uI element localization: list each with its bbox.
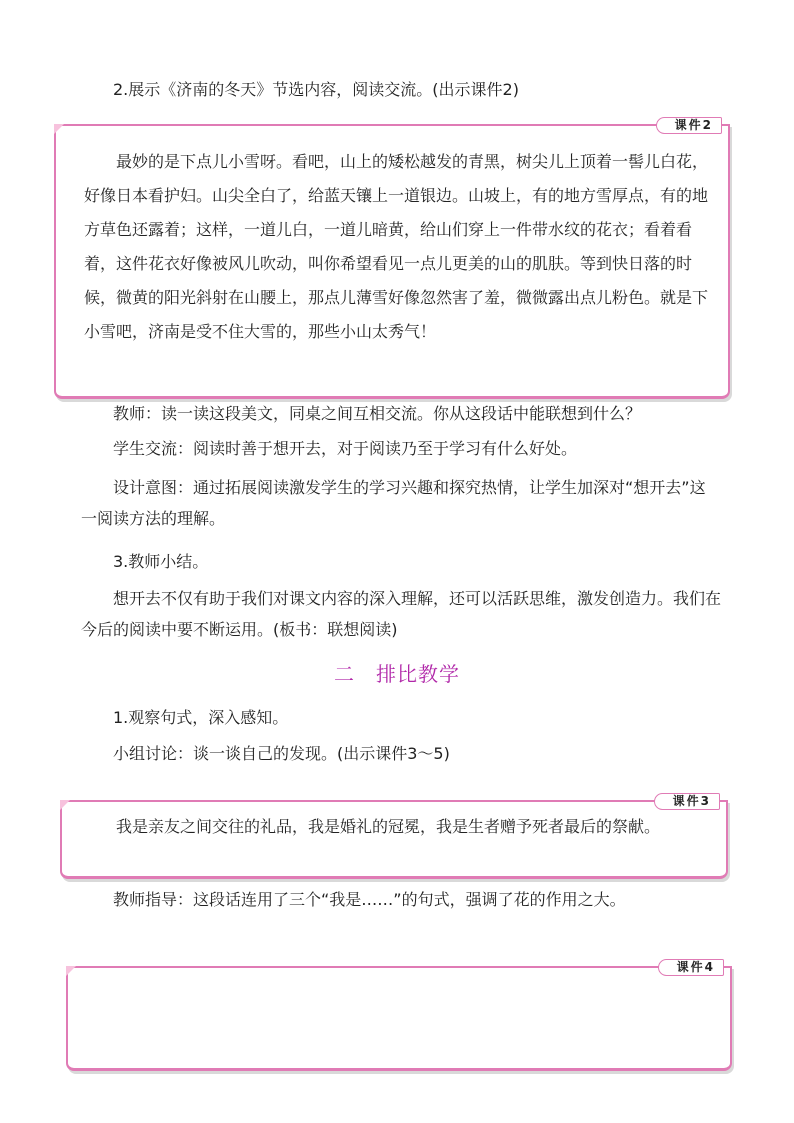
courseware-tab-2: 课件2 (656, 117, 722, 134)
courseware-tab-3: 课件3 (654, 793, 720, 810)
box-top-border (54, 124, 730, 136)
item-3-text: 3.教师小结。 (113, 552, 209, 571)
box-corner-decoration (66, 966, 76, 976)
teacher-summary: 想开去不仅有助于我们对课文内容的深入理解，还可以活跃思维，激发创造力。我们在今后的阅读中要不断运用。(板书：联想阅读) (81, 589, 722, 639)
item-2-text: 2.展示《济南的冬天》节选内容，阅读交流。(出示课件2) (113, 80, 519, 99)
quote-text: 我是亲友之间交往的礼品，我是婚礼的冠冕，我是生者赠予死者最后的祭献。 (116, 817, 661, 836)
student-exchange: 学生交流：阅读时善于想开去，对于阅读乃至于学习有什么好处。 (113, 439, 578, 458)
excerpt-text: 最妙的是下点儿小雪呀。看吧，山上的矮松越发的青黑，树尖儿上顶着一髻儿白花，好像日本看护妇。山尖全白了，给蓝天镶上一道银边。山坡上，有的地方雪厚点，有的地方草色还露着；这样，一道儿白，一道儿暗黄，给山们穿上一件带水纹的花衣；看着看着，这件花衣好像被风儿吹动，叫你希望看见一点儿更美的山的肌肤。等到快日落的时候，微黄的阳光斜射在山腰上，那点儿薄雪好像忽然害了羞，微微露出点儿粉色。就是下小雪吧，济南是受不住大雪的，那些小山太秀气！ (84, 152, 709, 341)
courseware-box-2 (54, 118, 730, 399)
courseware-tab-4: 课件4 (658, 959, 724, 976)
courseware-box-3 (60, 794, 728, 879)
teacher-prompt: 教师：读一读这段美文，同桌之间互相交流。你从这段话中能联想到什么？ (113, 404, 642, 423)
design-intent: 设计意图：通过拓展阅读激发学生的学习兴趣和探究热情，让学生加深对“想开去”这一阅读方法的理解。 (81, 478, 706, 528)
box-corner-decoration (60, 800, 70, 810)
box-top-border (66, 966, 732, 978)
group-discussion: 小组讨论：谈一谈自己的发现。(出示课件3～5) (113, 744, 450, 763)
item-1-text: 1.观察句式，深入感知。 (113, 708, 289, 727)
teacher-guidance: 教师指导：这段话连用了三个“我是……”的句式，强调了花的作用之大。 (113, 890, 626, 909)
section-heading: 二 排比教学 (334, 662, 460, 686)
box-corner-decoration (54, 124, 64, 134)
courseware-box-4 (66, 960, 732, 1071)
